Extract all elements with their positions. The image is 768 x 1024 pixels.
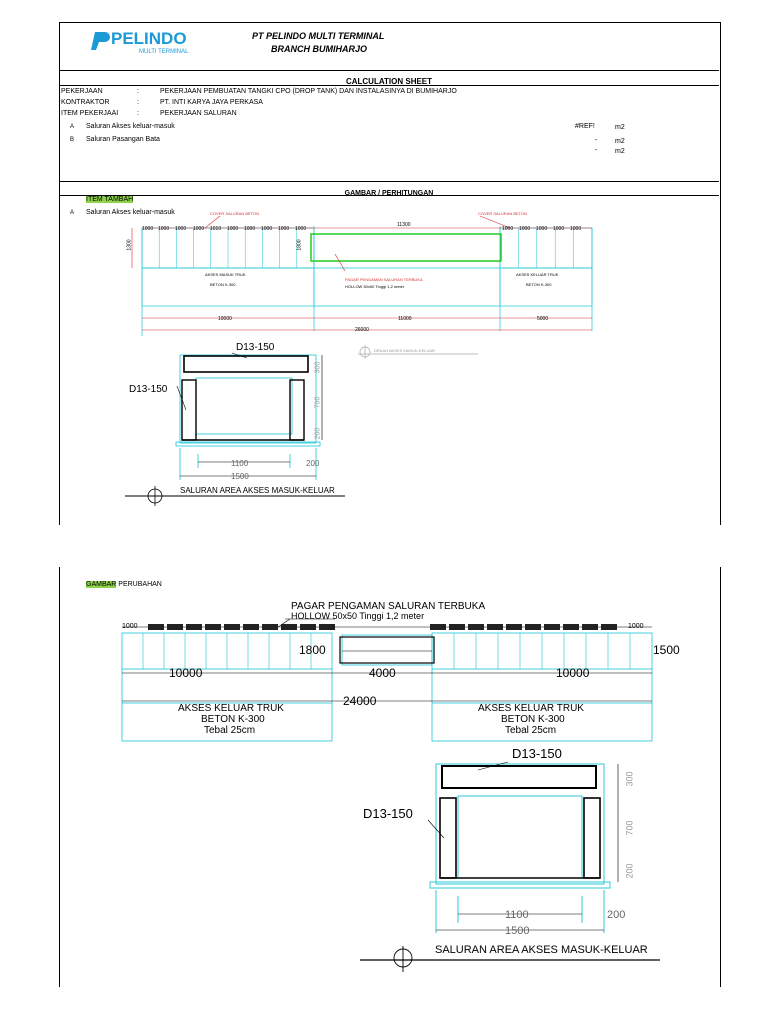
- dim-label: 1000: [519, 226, 531, 232]
- dim-label: 1000: [261, 226, 273, 232]
- dim-1800: 1800: [299, 643, 326, 657]
- mid-dim-label: 11300: [397, 222, 411, 228]
- dim-1500: 1500: [505, 925, 530, 937]
- fence-post: [281, 624, 297, 630]
- dim-700: 700: [624, 820, 635, 836]
- dim-200: 200: [624, 863, 635, 879]
- item-label-b: Saluran Pasangan Bata: [86, 136, 160, 143]
- dim-26000: 26000: [355, 327, 369, 333]
- dim-1500: 1500: [653, 643, 680, 657]
- item-value-b: -: [595, 137, 598, 144]
- item-unit-b: m2: [615, 138, 625, 145]
- fence-post: [582, 624, 598, 630]
- header: [59, 22, 719, 71]
- cover-label-left: COVER SALURAN BETON: [210, 211, 260, 216]
- pagar-label-2: HOLLOW 50x50 Tinggi 1,2 meter: [291, 611, 425, 621]
- calc-sheet-title-bar: [59, 71, 719, 86]
- dim-label: 1000: [244, 226, 256, 232]
- akses-left-1: AKSES KELUAR TRUK: [178, 703, 284, 714]
- pekerjaan-value: PEKERJAAN PEMBUATAN TANGKI CPO (DROP TANK) DAN INSTALASINYA DI BUMIHARJO: [160, 88, 457, 95]
- dim-5000: 5000: [537, 316, 549, 322]
- pagar-label-1: PAGAR PENGAMAN SALURAN TERBUKA: [345, 277, 423, 282]
- small-dim-label: 1800: [296, 239, 303, 251]
- section-2-title: SALURAN AREA AKSES MASUK-KELUAR: [435, 944, 648, 956]
- fence-post: [468, 624, 484, 630]
- akses-left-3: Tebal 25cm: [204, 725, 256, 736]
- akses-right-3: Tebal 25cm: [505, 725, 557, 736]
- rebar-side-label: D13-150: [129, 384, 168, 395]
- item-label-a: Saluran Akses keluar-masuk: [86, 123, 175, 130]
- dim-label: 1000: [570, 226, 582, 232]
- dim-label: 1000: [536, 226, 548, 232]
- item-letter: B: [70, 137, 75, 143]
- rebar-side-label: D13-150: [363, 806, 413, 821]
- denah-title: DENAH AKSES MASUK-KELUAR: [374, 348, 435, 353]
- fence-post: [224, 624, 240, 630]
- calc-sheet-title: CALCULATION SHEET: [345, 77, 433, 86]
- pagar-label-1: PAGAR PENGAMAN SALURAN TERBUKA: [291, 601, 486, 612]
- kontraktor-label: KONTRAKTOR: [61, 99, 110, 106]
- section-1-title: SALURAN AREA AKSES MASUK-KELUAR: [180, 486, 335, 495]
- fence-post: [487, 624, 503, 630]
- akses-keluar-label: AKSES KELUAR TRUK: [516, 272, 559, 277]
- dim-label: 1000: [295, 226, 307, 232]
- fence-post: [525, 624, 541, 630]
- rebar-top-label: D13-150: [236, 342, 275, 353]
- fence-post: [449, 624, 465, 630]
- dim-label: 1000: [175, 226, 187, 232]
- akses-left-2: BETON K-300: [201, 714, 265, 725]
- item-tambah-label: ITEM TAMBAH: [86, 196, 134, 203]
- fence-post: [262, 624, 278, 630]
- item-unit-a: m2: [615, 124, 625, 131]
- dim-10000-left: 10000: [169, 666, 203, 680]
- dim-200: 200: [314, 427, 322, 440]
- colon: :: [137, 88, 139, 95]
- item-tambah-a-label: Saluran Akses keluar-masuk: [86, 209, 175, 216]
- dim-10000-right: 10000: [556, 666, 590, 680]
- perubahan-text: PERUBAHAN: [116, 581, 162, 588]
- fence-post: [601, 624, 617, 630]
- company-name: PT PELINDO MULTI TERMINAL: [252, 31, 385, 41]
- dim-label: 1000: [227, 226, 239, 232]
- branch-name: BRANCH BUMIHARJO: [271, 44, 367, 54]
- dim-label: 1000: [193, 226, 205, 232]
- dim-24000: 24000: [343, 694, 377, 708]
- gambar-label: [86, 581, 162, 588]
- logo-subtext: MULTI TERMINAL: [139, 49, 189, 55]
- right-1000-label: 1000: [628, 623, 644, 630]
- section-title-bar: [59, 181, 719, 196]
- fence-post: [148, 624, 164, 630]
- item-letter: A: [70, 124, 75, 130]
- gambar-highlight: GAMBAR: [86, 581, 117, 588]
- item-letter: A: [70, 210, 75, 216]
- dim-300: 300: [624, 771, 635, 787]
- cover-label-right: COVER SALURAN BETON: [478, 211, 528, 216]
- colon: :: [137, 110, 139, 117]
- left-1000-label: 1000: [122, 623, 138, 630]
- akses-right-1: AKSES KELUAR TRUK: [478, 703, 584, 714]
- fence-post: [167, 624, 183, 630]
- fence-post: [186, 624, 202, 630]
- section-title: GAMBAR / PERHITUNGAN: [344, 190, 434, 197]
- akses-masuk-beton: BETON K-300: [210, 282, 236, 287]
- item-unit-c: m2: [615, 148, 625, 155]
- section-drawing-2: [428, 758, 643, 933]
- dim-1500: 1500: [231, 472, 249, 481]
- fence-post: [544, 624, 560, 630]
- dim-700: 700: [314, 396, 322, 409]
- dim-300: 300: [314, 361, 322, 374]
- fence-post: [205, 624, 221, 630]
- dim-10000: 10000: [218, 316, 232, 322]
- kontraktor-value: PT. INTI KARYA JAYA PERKASA: [160, 99, 263, 106]
- item-value: PEKERJAAN SALURAN: [160, 110, 237, 117]
- dim-label: 1010: [210, 226, 222, 232]
- dim-label: 1000: [142, 226, 154, 232]
- pekerjaan-label: PEKERJAAN: [61, 88, 103, 95]
- dim-4000: 4000: [369, 666, 396, 680]
- akses-keluar-beton: BETON K-300: [526, 282, 552, 287]
- dim-1100: 1100: [505, 909, 529, 921]
- fence-post: [319, 624, 335, 630]
- dim-200b: 200: [607, 909, 626, 921]
- dim-label: 1000: [158, 226, 170, 232]
- logo-text: PELINDO: [111, 29, 187, 48]
- fence-post: [563, 624, 579, 630]
- dim-1100: 1100: [231, 459, 249, 468]
- akses-right-2: BETON K-300: [501, 714, 565, 725]
- dim-label: 1000: [553, 226, 565, 232]
- fence-post: [430, 624, 446, 630]
- dim-11000: 11000: [398, 316, 412, 322]
- item-label: ITEM PEKERJAAI: [61, 110, 119, 117]
- dim-label: 1000: [278, 226, 290, 232]
- rebar-top-label: D13-150: [512, 746, 562, 761]
- fence-post: [506, 624, 522, 630]
- pelindo-logo-icon: [89, 30, 111, 52]
- fence-post: [300, 624, 316, 630]
- colon: :: [137, 99, 139, 106]
- item-value-a: #REF!: [575, 123, 595, 130]
- akses-masuk-label: AKSES MASUK TRUK: [205, 272, 246, 277]
- fence-post: [243, 624, 259, 630]
- dim-200b: 200: [306, 459, 320, 468]
- dim-label: 1000: [502, 226, 514, 232]
- height-dim-label: 1300: [126, 239, 133, 251]
- item-value-c: -: [595, 147, 598, 154]
- pagar-label-2: HOLLOW 50x50 Tinggi 1,2 meter: [345, 284, 405, 289]
